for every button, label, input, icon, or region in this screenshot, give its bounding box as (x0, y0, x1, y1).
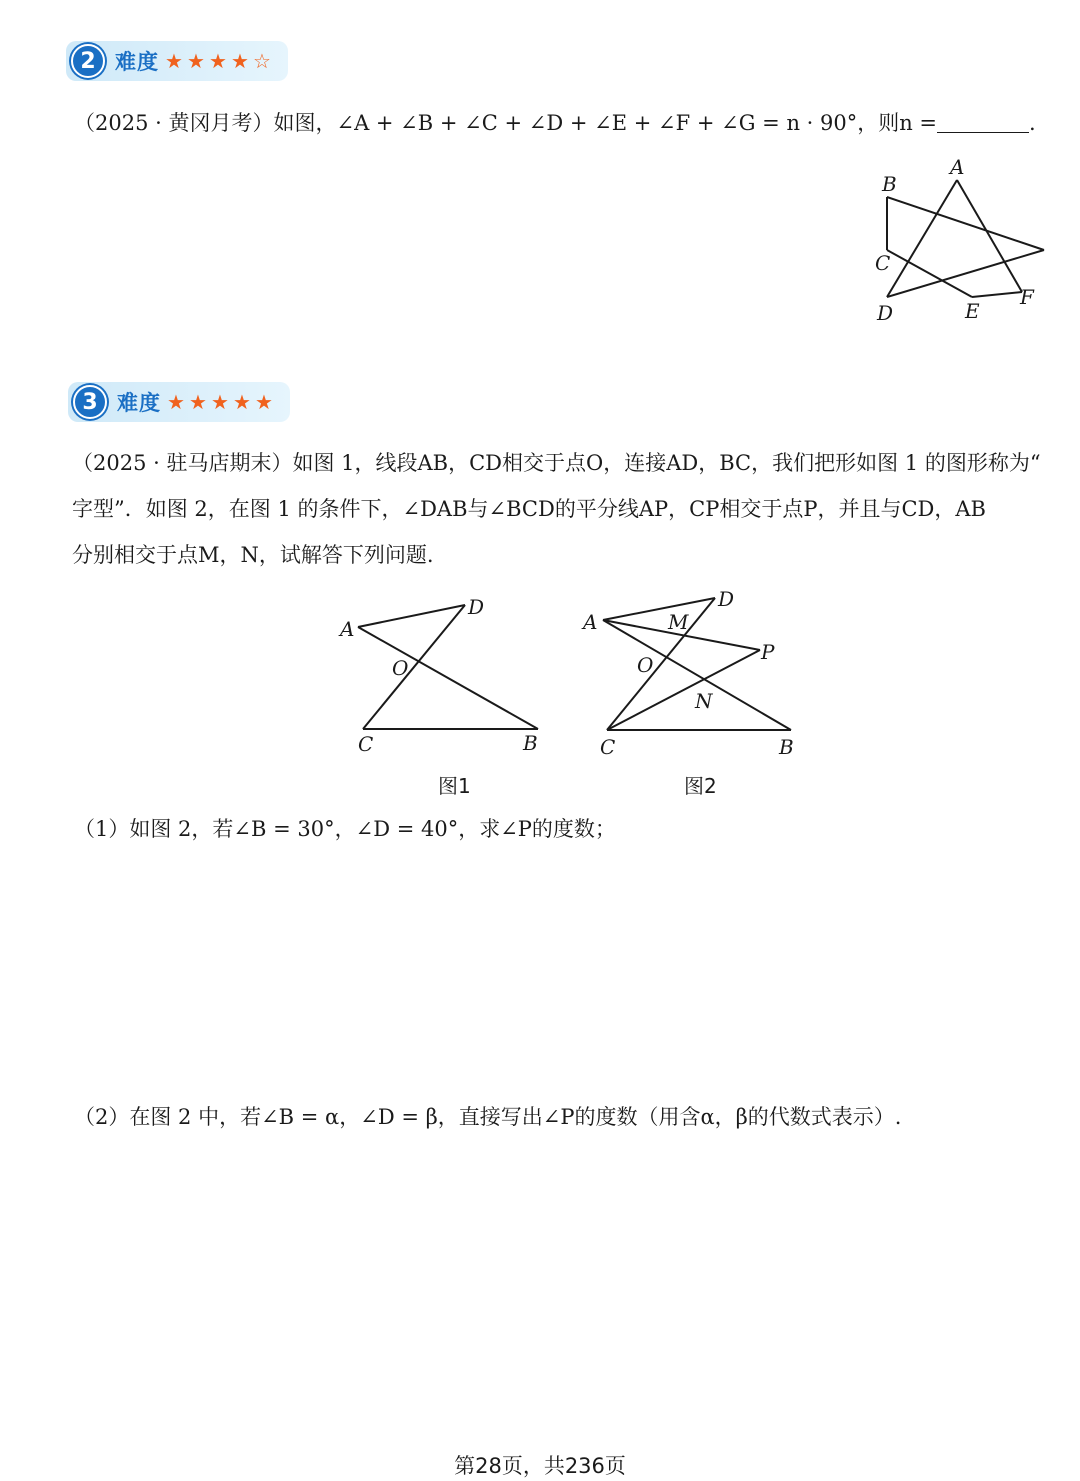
q3-line-3: 分别相交于点M，N，试解答下列问题. (72, 543, 434, 567)
point-label-m: M (668, 610, 689, 634)
star-empty-icon: ☆ (253, 49, 271, 73)
q3-figure-1 (330, 592, 550, 762)
point-label-a: A (950, 155, 965, 179)
segment-ad (603, 598, 715, 620)
difficulty-stars (163, 51, 273, 71)
segment-e-f (972, 292, 1022, 297)
star-filled-icon: ★ (209, 49, 227, 73)
point-label-c: C (600, 735, 616, 759)
difficulty-stars (165, 392, 275, 412)
figure-2-caption: 图2 (684, 774, 717, 798)
star-filled-icon: ★ (165, 49, 183, 73)
q2-figure (862, 152, 1062, 332)
q3-part-2: （2）在图 2 中，若∠B = α，∠D = β，直接写出∠P的度数（用含α，β的代数式表示）. (74, 1105, 902, 1129)
point-label-b: B (882, 172, 897, 196)
point-label-d: D (468, 595, 485, 619)
point-label-a: A (583, 610, 598, 634)
point-label-a: A (340, 617, 355, 641)
segment-ab (603, 620, 791, 730)
star-filled-icon: ★ (231, 49, 249, 73)
figure-1-caption: 图1 (438, 774, 471, 798)
difficulty-label: 难度 (115, 50, 159, 74)
q2-question-text (74, 108, 1036, 138)
segment-c-e (887, 250, 972, 297)
point-label-f: F (1020, 285, 1034, 309)
point-label-b: B (523, 731, 538, 755)
difficulty-label: 难度 (117, 391, 161, 415)
point-label-e: E (965, 299, 980, 323)
point-label-b: B (779, 735, 794, 759)
q3-figure-2 (575, 585, 815, 760)
segment-b-g (887, 197, 1044, 250)
q3-difficulty-badge (68, 382, 290, 422)
star-filled-icon: ★ (255, 390, 273, 414)
star-filled-icon: ★ (189, 390, 207, 414)
q2-period: . (1029, 111, 1036, 135)
point-label-d: D (877, 301, 894, 325)
segment-a-f (957, 180, 1022, 292)
q3-line-2: 字型”．如图 2，在图 1 的条件下，∠DAB与∠BCD的平分线AP，CP相交于点P，并且与CD，AB (72, 497, 986, 521)
page-footer: 第28页，共236页 (454, 1454, 626, 1478)
q3-part-1: （1）如图 2，若∠B = 30°，∠D = 40°，求∠P的度数； (74, 817, 616, 841)
point-label-o: O (637, 653, 654, 677)
star-filled-icon: ★ (233, 390, 251, 414)
point-label-o: O (392, 656, 409, 680)
star-filled-icon: ★ (167, 390, 185, 414)
segment-cp (607, 650, 760, 730)
question-number: 3 (73, 385, 107, 419)
q2-stem: （2025 · 黄冈月考）如图，∠A + ∠B + ∠C + ∠D + ∠E + ∠F + ∠G = n · 90°，则n = (74, 111, 938, 135)
point-label-c: C (875, 251, 891, 275)
star-filled-icon: ★ (187, 49, 205, 73)
segment-ab (358, 627, 538, 729)
star-filled-icon: ★ (211, 390, 229, 414)
point-label-p: P (761, 640, 775, 664)
q3-line-1: （2025 · 驻马店期末）如图 1，线段AB，CD相交于点O，连接AD，BC，我们把形如图 1 的图形称为“ (72, 451, 1041, 475)
point-label-c: C (358, 732, 374, 756)
q2-difficulty-badge (66, 41, 288, 81)
answer-blank (937, 110, 1029, 133)
question-number: 2 (71, 44, 105, 78)
point-label-n: N (695, 689, 713, 713)
point-label-d: D (718, 587, 735, 611)
